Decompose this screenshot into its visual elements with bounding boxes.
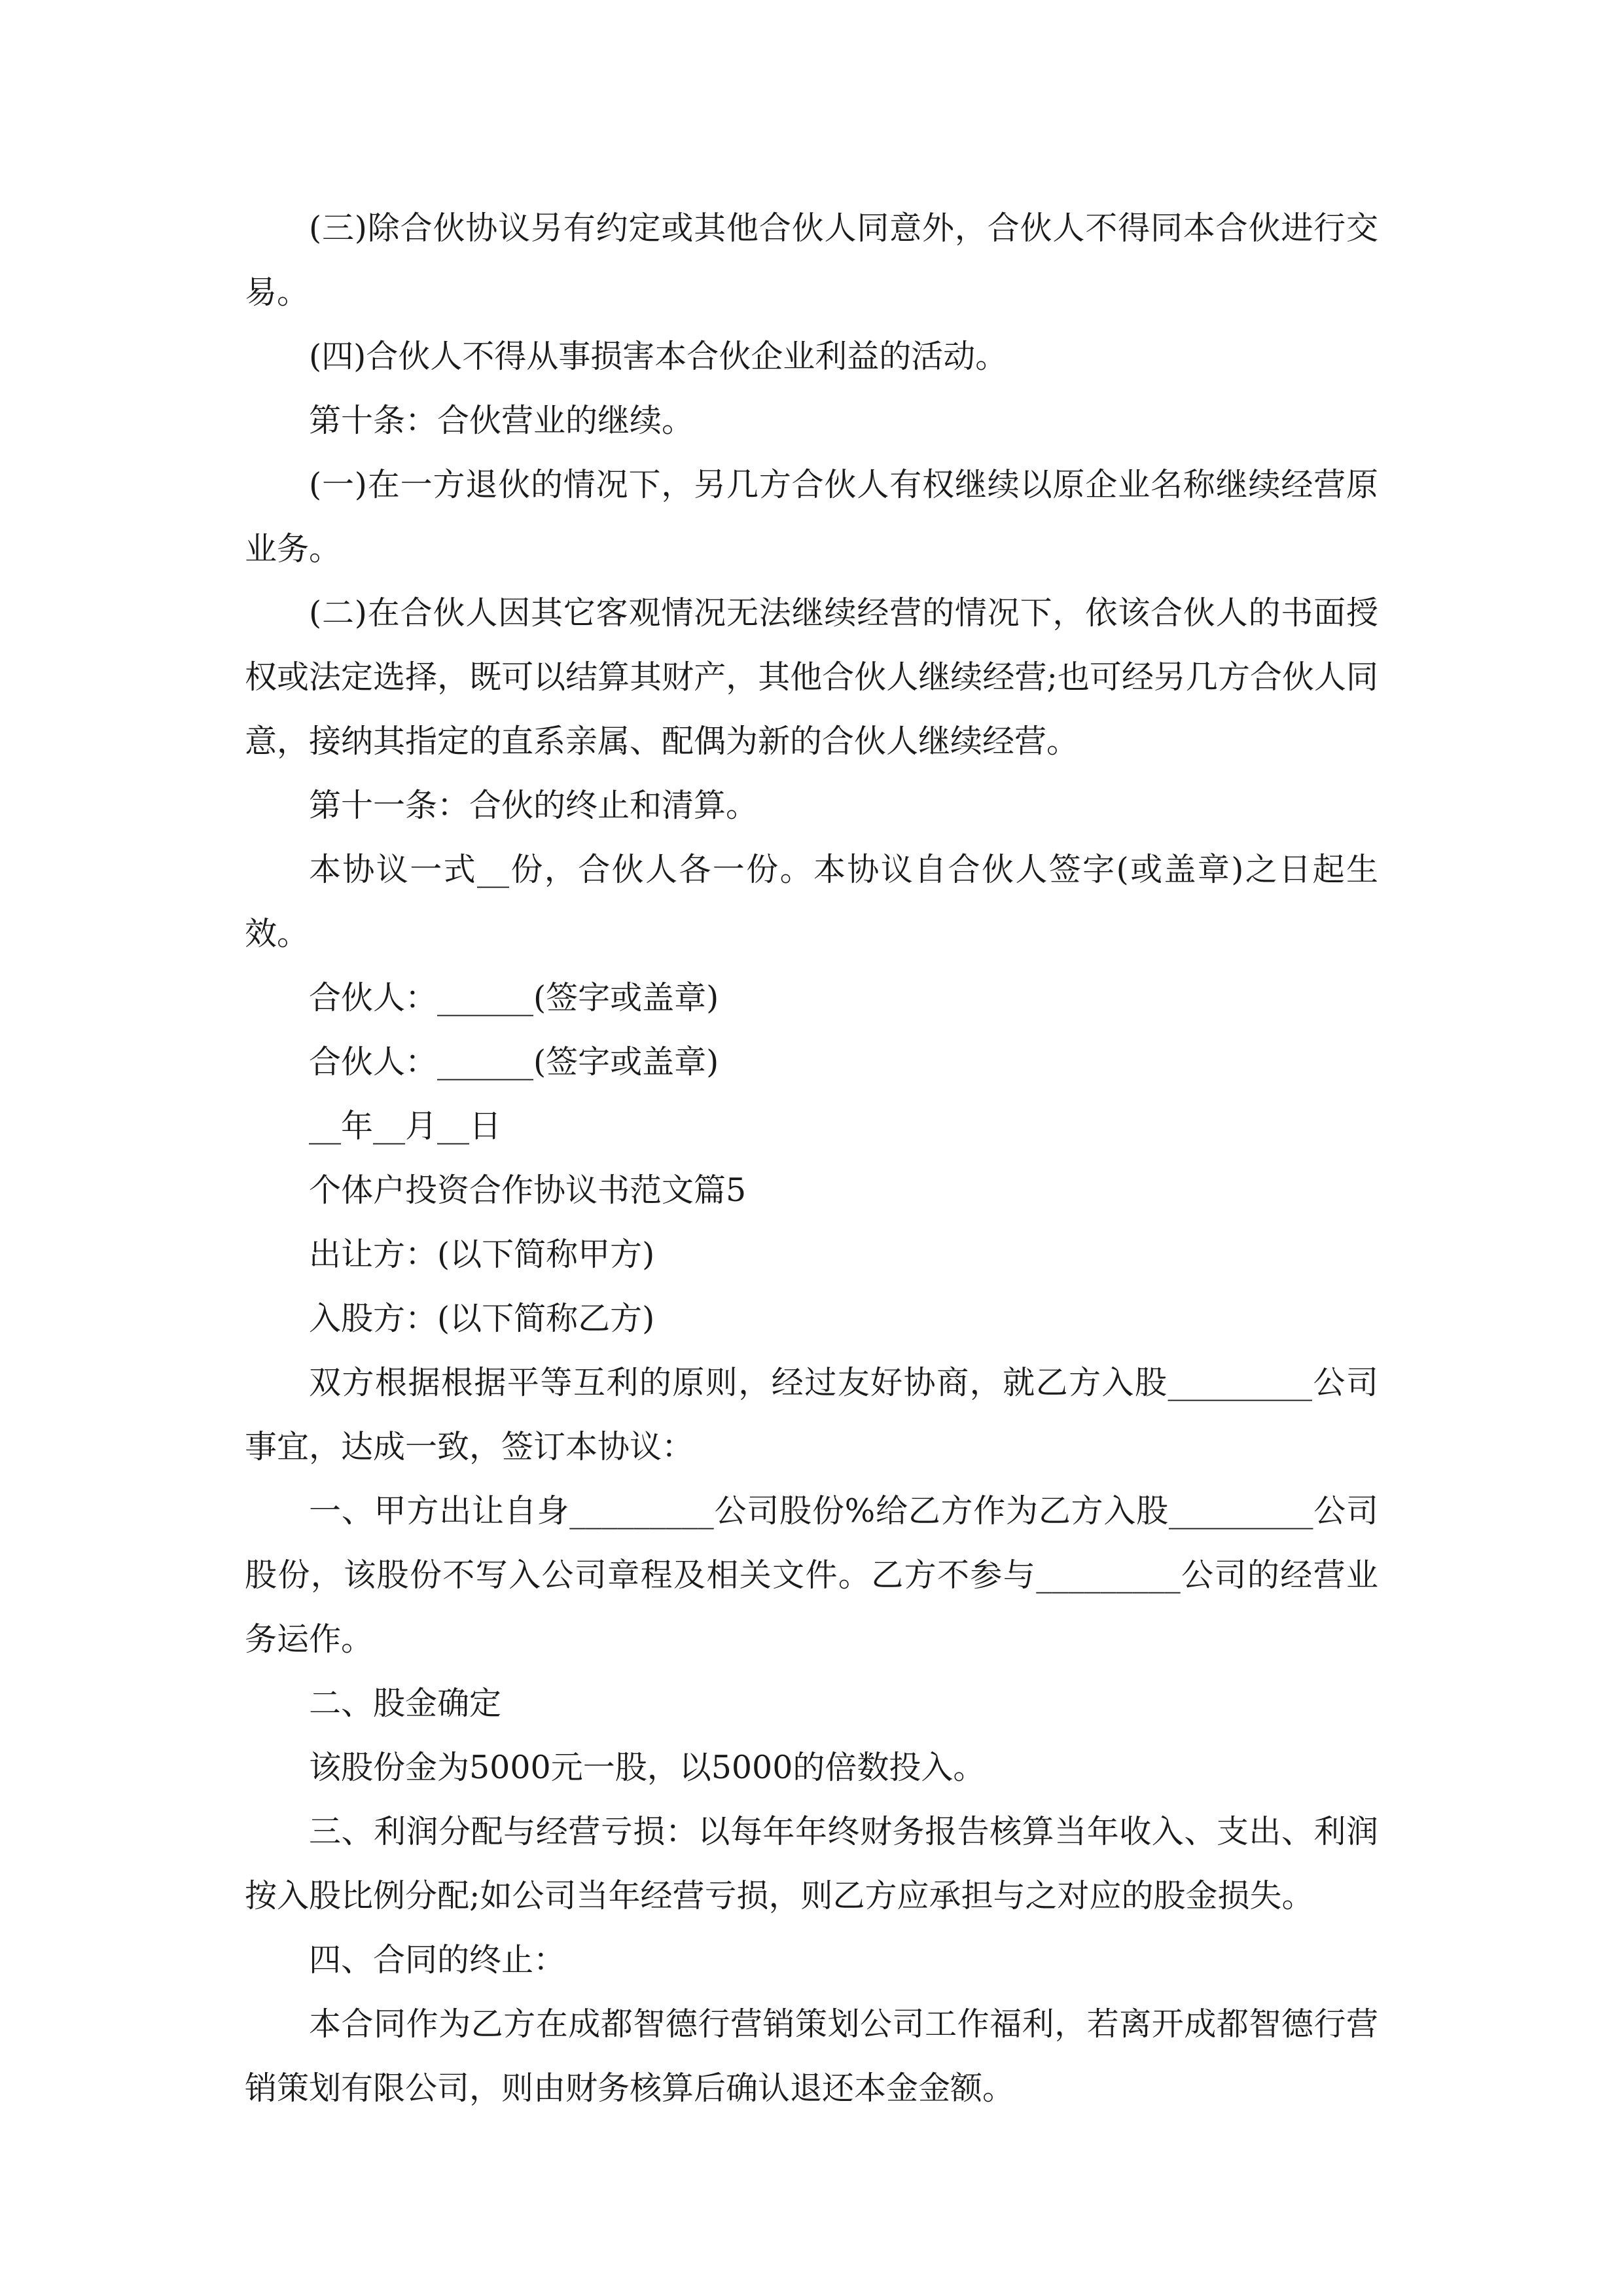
heading-item-4: 四、合同的终止： (309, 1941, 566, 1979)
signature-line-partner-1: 合伙人：______(签字或盖章) (309, 979, 719, 1016)
paragraph-article-10-item-1: (一)在一方退伙的情况下，另几方合伙人有权继续以原企业名称继续经营原业务。 (245, 466, 1378, 567)
section-title: 个体户投资合作协议书范文篇5 (309, 1172, 747, 1209)
signature-line-partner-2: 合伙人：______(签字或盖章) (309, 1043, 719, 1081)
paragraph-item-3: 三、利润分配与经营亏损：以每年年终财务报告核算当年收入、支出、利润按入股比例分配;如公司当年经营亏损，则乙方应承担与之对应的股金损失。 (245, 1813, 1378, 1914)
paragraph-item-1: 一、甲方出让自身_________公司股份%给乙方作为乙方入股_________公司股份，该股份不写入公司章程及相关文件。乙方不参与_________公司的经营业务运作。 (245, 1492, 1378, 1658)
party-b-line: 入股方：(以下简称乙方) (309, 1300, 655, 1337)
paragraph-preamble: 双方根据根据平等互利的原则，经过友好协商，就乙方入股_________公司事宜，达成一致，签订本协议： (245, 1364, 1378, 1465)
heading-item-2: 二、股金确定 (309, 1685, 502, 1722)
paragraph-share-price: 该股份金为5000元一股，以5000的倍数投入。 (309, 1749, 986, 1786)
paragraph-termination: 本合同作为乙方在成都智德行营销策划公司工作福利，若离开成都智德行营销策划有限公司，则由财务核算后确认退还本金金额。 (245, 2005, 1378, 2107)
article-10-heading: 第十条：合伙营业的继续。 (309, 402, 694, 439)
paragraph-copies-effective: 本协议一式__份，合伙人各一份。本协议自合伙人签字(或盖章)之日起生效。 (245, 851, 1378, 952)
article-11-heading: 第十一条：合伙的终止和清算。 (309, 787, 758, 824)
paragraph-clause-3: (三)除合伙协议另有约定或其他合伙人同意外，合伙人不得同本合伙进行交易。 (245, 209, 1378, 311)
paragraph-article-10-item-2: (二)在合伙人因其它客观情况无法继续经营的情况下，依该合伙人的书面授权或法定选择，既可以结算其财产，其他合伙人继续经营;也可经另几方合伙人同意，接纳其指定的直系亲属、配偶为新的合伙人继续经营。 (245, 594, 1378, 760)
party-a-line: 出让方：(以下简称甲方) (309, 1236, 655, 1273)
document-body (245, 196, 1378, 2121)
paragraph-clause-4: (四)合伙人不得从事损害本合伙企业利益的活动。 (309, 338, 1008, 375)
date-line: __年__月__日 (309, 1107, 502, 1145)
